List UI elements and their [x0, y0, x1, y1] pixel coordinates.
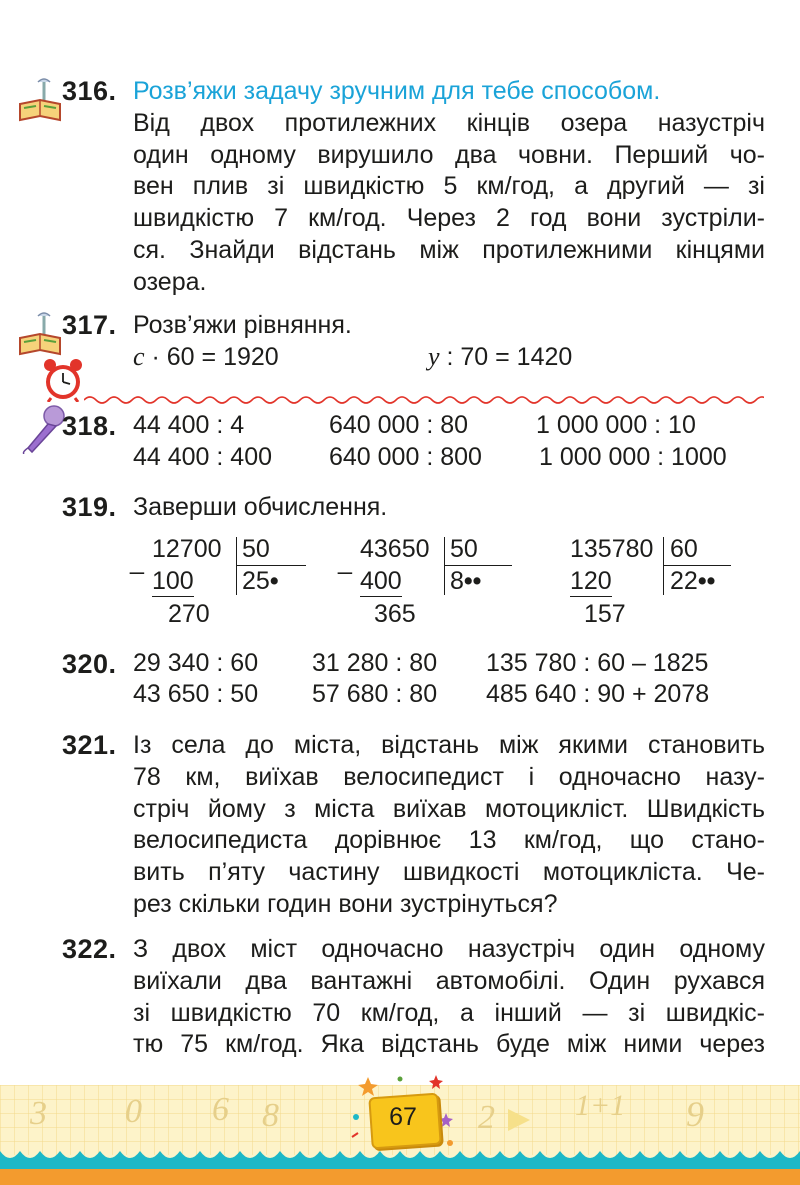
dividend: 135780	[570, 535, 654, 563]
expression: 1 000 000 : 10	[536, 411, 696, 439]
task-heading: Розв’яжи задачу зручним для тебе способом.	[133, 77, 661, 105]
text-line: 78 км, виїхав велосипедист і одночасно назу-	[133, 762, 765, 791]
footer-digit: 2	[478, 1099, 495, 1136]
wavy-divider	[84, 393, 764, 407]
text-line: стріч йому з міста виїхав мотоцикліст. Швидкість	[133, 794, 765, 823]
book-lamp-icon	[14, 76, 66, 124]
text-line: один одному вирушило два човни. Перший чо-	[133, 140, 765, 169]
text-line: швидкістю 7 км/год. Через 2 год вони зустріли-	[133, 204, 765, 233]
divisor: 60	[670, 535, 698, 563]
text-line: ся. Знайди відстань між протилежними кінцями	[133, 235, 765, 264]
divisor: 50	[450, 535, 478, 563]
subtrahend: 100	[152, 567, 194, 595]
dividend: 12700	[152, 535, 222, 563]
text-line: виїхали два вантажні автомобілі. Один рухався	[133, 966, 765, 995]
text-line: тю 75 км/год. Яка відстань буде між ними через	[133, 1030, 765, 1059]
text-line: рез скільки годин вони зустрінуться?	[133, 889, 558, 918]
footer-digit: 1+1	[575, 1089, 626, 1122]
long-division-1	[130, 535, 310, 635]
quotient: 25•	[242, 567, 279, 595]
divisor: 50	[242, 535, 270, 563]
page-footer	[0, 1085, 800, 1185]
task-number: 320.	[62, 649, 117, 679]
task-number: 321.	[62, 730, 117, 760]
equation-2: y : 70 = 1420	[428, 342, 573, 371]
footer-digit: 6	[212, 1091, 229, 1128]
equation-1: c · 60 = 1920	[133, 342, 279, 371]
text-line: зі швидкістю 70 км/год, а інший — зі швидкіс-	[133, 998, 765, 1027]
expression: 485 640 : 90 + 2078	[486, 680, 710, 708]
long-division-2	[338, 535, 518, 635]
alarm-clock-icon	[40, 358, 86, 402]
microphone-icon	[20, 404, 68, 454]
task-heading: Заверши обчислення.	[133, 493, 388, 521]
remainder: 270	[168, 600, 210, 628]
text-line: вен плив зі швидкістю 5 км/год, а другий — зі	[133, 172, 765, 201]
task-heading: Розв’яжи рівняння.	[133, 311, 352, 339]
text-line: озера.	[133, 267, 207, 296]
task-number: 322.	[62, 934, 117, 964]
dividend: 43650	[360, 535, 430, 563]
footer-digit: 3	[30, 1095, 47, 1132]
text-line: Із села до міста, відстань між якими становить	[133, 731, 765, 759]
expression: 43 650 : 50	[133, 680, 259, 708]
footer-digit: 0	[125, 1093, 142, 1130]
expression: 44 400 : 400	[133, 443, 273, 471]
quotient: 22••	[670, 567, 716, 595]
minus-sign: _	[338, 547, 352, 575]
book-lamp-icon	[14, 310, 66, 358]
subtrahend: 120	[570, 567, 612, 595]
task-number: 319.	[62, 492, 117, 522]
text-line: Від двох протилежних кінців озера назустріч	[133, 108, 765, 137]
expression: 29 340 : 60	[133, 649, 259, 677]
long-division-3	[570, 535, 750, 635]
minus-sign: _	[130, 547, 144, 575]
footer-digit: 8	[262, 1097, 279, 1134]
expression: 31 280 : 80	[312, 649, 438, 677]
expression: 135 780 : 60 – 1825	[486, 649, 709, 677]
text-line: З двох міст одночасно назустріч один одному	[133, 935, 765, 963]
expression: 640 000 : 800	[329, 443, 482, 471]
quotient: 8••	[450, 567, 482, 595]
expression: 44 400 : 4	[133, 411, 245, 439]
expression: 640 000 : 80	[329, 411, 469, 439]
text-line: велосипедиста дорівнює 13 км/год, що стано-	[133, 826, 765, 855]
subtrahend: 400	[360, 567, 402, 595]
task-number: 318.	[62, 411, 117, 441]
remainder: 157	[584, 600, 626, 628]
task-number: 317.	[62, 310, 117, 340]
text-line: вить п’яту частину швидкості мотоцикліста. Че-	[133, 858, 765, 887]
remainder: 365	[374, 600, 416, 628]
play-arrow-icon	[506, 1107, 532, 1133]
task-number: 316.	[62, 76, 117, 106]
page-number: 67	[389, 1103, 417, 1131]
expression: 1 000 000 : 1000	[539, 443, 727, 471]
footer-digit: 9	[686, 1094, 704, 1134]
expression: 57 680 : 80	[312, 680, 438, 708]
